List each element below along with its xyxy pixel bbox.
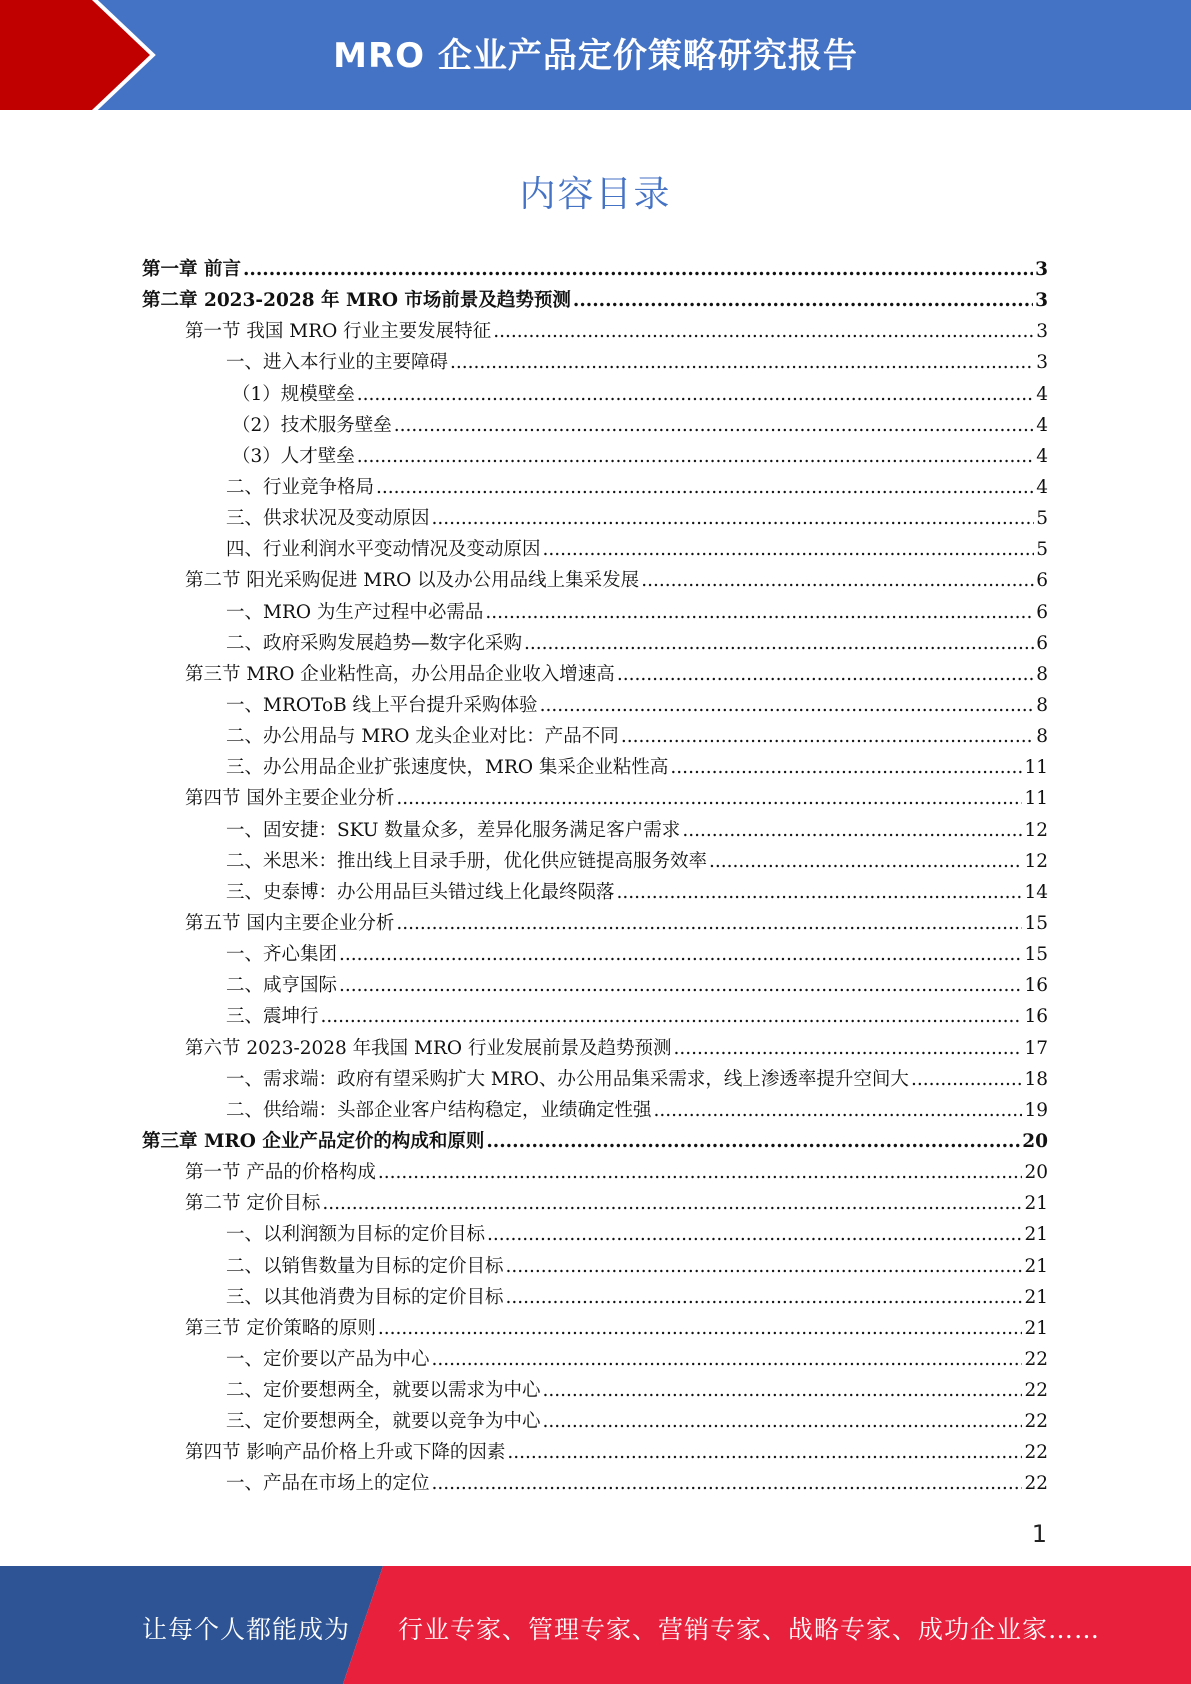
toc-entry-page: 5 (1036, 539, 1048, 561)
toc-dot-leader (243, 254, 1033, 285)
toc-entry-title: 二、以销售数量为目标的定价目标 (226, 1255, 504, 1277)
toc-entry[interactable] (142, 1375, 1048, 1406)
toc-entry-page: 4 (1036, 383, 1048, 405)
toc-dot-leader (543, 534, 1035, 565)
toc-entry-page: 15 (1024, 912, 1048, 934)
toc-dot-leader (682, 815, 1022, 846)
toc-entry-page: 20 (1024, 1162, 1048, 1184)
toc-entry-title: 第一节 产品的价格构成 (185, 1162, 376, 1184)
toc-entry[interactable] (142, 1001, 1048, 1032)
toc-dot-leader (493, 316, 1034, 347)
toc-dot-leader (321, 1001, 1023, 1032)
toc-entry-title: 三、定价要想两全，就要以竞争为中心 (226, 1411, 541, 1433)
toc-entry-page: 18 (1024, 1068, 1048, 1090)
toc-entry[interactable] (142, 659, 1048, 690)
toc-entry-title: 二、米思米：推出线上目录手册，优化供应链提高服务效率 (226, 850, 708, 872)
toc-entry-title: 第三节 定价策略的原则 (185, 1317, 376, 1339)
toc-dot-leader (524, 628, 1034, 659)
toc-entry-page: 11 (1024, 757, 1048, 779)
footer-banner (0, 1566, 1191, 1684)
toc-entry-page: 21 (1024, 1255, 1048, 1277)
toc-entry-title: 一、定价要以产品为中心 (226, 1348, 430, 1370)
toc-dot-leader (670, 752, 1022, 783)
toc-entry-page: 21 (1024, 1317, 1048, 1339)
toc-entry-title: 二、政府采购发展趋势—数字化采购 (226, 632, 523, 654)
toc-dot-leader (376, 472, 1034, 503)
toc-entry-page: 6 (1036, 601, 1048, 623)
toc-entry[interactable] (142, 1468, 1048, 1499)
toc-entry-title: 二、定价要想两全，就要以需求为中心 (226, 1380, 541, 1402)
toc-entry-title: 第二节 定价目标 (185, 1193, 321, 1215)
toc-dot-leader (485, 597, 1034, 628)
toc-entry-title: 一、需求端：政府有望采购扩大 MRO、办公用品集采需求，线上渗透率提升空间大 (226, 1068, 909, 1090)
page-number: 1 (1031, 1520, 1047, 1548)
toc-entry-title: （3）人才壁垒 (232, 445, 355, 467)
toc-dot-leader (339, 939, 1022, 970)
toc-entry[interactable] (142, 1406, 1048, 1437)
toc-entry-title: （2）技术服务壁垒 (232, 414, 392, 436)
toc-entry-title: 第三节 MRO 企业粘性高，办公用品企业收入增速高 (185, 663, 615, 685)
toc-dot-leader (673, 1033, 1022, 1064)
toc-entry-title: 第二章 2023-2028 年 MRO 市场前景及趋势预测 (142, 290, 571, 312)
toc-entry-page: 8 (1036, 663, 1048, 685)
toc-entry-title: 二、办公用品与 MRO 龙头企业对比：产品不同 (226, 726, 619, 748)
toc-entry-page: 20 (1022, 1130, 1048, 1152)
toc-entry[interactable] (142, 1095, 1048, 1126)
toc-entry[interactable] (142, 721, 1048, 752)
toc-entry[interactable] (142, 1064, 1048, 1095)
toc-entry[interactable] (142, 846, 1048, 877)
toc-dot-leader (357, 379, 1034, 410)
toc-entry[interactable] (142, 534, 1048, 565)
toc-entry-title: 第六节 2023-2028 年我国 MRO 行业发展前景及趋势预测 (185, 1037, 672, 1059)
toc-dot-leader (357, 441, 1034, 472)
toc-entry-page: 22 (1024, 1411, 1048, 1433)
toc-entry[interactable] (142, 1282, 1048, 1313)
toc-dot-leader (617, 877, 1023, 908)
toc-dot-leader (543, 1406, 1023, 1437)
toc-entry[interactable] (142, 441, 1048, 472)
toc-dot-leader (506, 1251, 1023, 1282)
toc-entry[interactable] (142, 1157, 1048, 1188)
toc-entry-title: 第五节 国内主要企业分析 (185, 912, 395, 934)
toc-entry[interactable] (142, 347, 1048, 378)
toc-entry-title: 一、齐心集团 (226, 944, 338, 966)
toc-dot-leader (339, 970, 1022, 1001)
toc-entry-page: 4 (1036, 476, 1048, 498)
toc-dot-leader (450, 347, 1034, 378)
toc-entry-page: 12 (1024, 850, 1048, 872)
toc-entry[interactable] (142, 316, 1048, 347)
toc-entry-page: 6 (1036, 570, 1048, 592)
toc-entry-title: 三、以其他消费为目标的定价目标 (226, 1286, 504, 1308)
report-title: MRO 企业产品定价策略研究报告 (333, 36, 858, 76)
toc-entry[interactable] (142, 783, 1048, 814)
toc-heading: 内容目录 (519, 174, 672, 215)
toc-entry-title: （1）规模壁垒 (232, 383, 355, 405)
toc-entry-page: 4 (1036, 414, 1048, 436)
toc-entry-title: 二、咸亨国际 (226, 975, 338, 997)
toc-dot-leader (621, 721, 1034, 752)
toc-entry-title: 三、供求状况及变动原因 (226, 508, 430, 530)
toc-entry-page: 22 (1024, 1442, 1048, 1464)
toc-entry-page: 21 (1024, 1224, 1048, 1246)
toc-entry[interactable] (142, 597, 1048, 628)
toc-entry-title: 四、行业利润水平变动情况及变动原因 (226, 539, 541, 561)
footer-slogan-left: 让每个人都能成为 (142, 1615, 351, 1644)
toc-entry-page: 3 (1035, 259, 1048, 280)
toc-dot-leader (506, 1282, 1023, 1313)
toc-dot-leader (709, 846, 1022, 877)
toc-entry[interactable] (142, 939, 1048, 970)
toc-entry[interactable] (142, 472, 1048, 503)
toc-entry[interactable] (142, 1437, 1048, 1468)
toc-entry-page: 22 (1024, 1380, 1048, 1402)
toc-dot-leader (573, 285, 1033, 316)
toc-entry[interactable] (142, 815, 1048, 846)
toc-entry[interactable] (142, 1126, 1048, 1157)
header-banner (0, 0, 1191, 110)
toc-entry-title: 二、行业竞争格局 (226, 476, 375, 498)
toc-entry-page: 19 (1024, 1099, 1048, 1121)
toc-entry-page: 17 (1024, 1037, 1048, 1059)
toc-entry-page: 6 (1036, 632, 1048, 654)
toc-entry[interactable] (142, 1251, 1048, 1282)
toc-dot-leader (432, 1344, 1023, 1375)
toc-entry[interactable] (142, 877, 1048, 908)
toc-entry-page: 11 (1024, 788, 1048, 810)
toc-dot-leader (432, 503, 1035, 534)
toc-dot-leader (394, 410, 1034, 441)
toc-dot-leader (378, 1313, 1023, 1344)
toc-entry-page: 3 (1036, 352, 1048, 374)
toc-dot-leader (487, 1219, 1022, 1250)
toc-entry-title: 一、MRO 为生产过程中必需品 (226, 601, 484, 623)
toc-entry-title: 第一章 前言 (142, 259, 241, 280)
toc-entry-page: 16 (1024, 975, 1048, 997)
toc-entry-page: 3 (1036, 321, 1048, 343)
toc-entry[interactable] (142, 254, 1048, 285)
toc-entry-title: 第四节 影响产品价格上升或下降的因素 (185, 1442, 506, 1464)
toc-entry-page: 4 (1036, 445, 1048, 467)
toc-entry[interactable] (142, 565, 1048, 596)
toc-entry-page: 8 (1036, 726, 1048, 748)
toc-entry-title: 一、进入本行业的主要障碍 (226, 352, 449, 374)
toc-entry[interactable] (142, 379, 1048, 410)
footer-slogan-right: 行业专家、管理专家、营销专家、战略专家、成功企业家…… (398, 1615, 1101, 1644)
toc-entry-title: 第一节 我国 MRO 行业主要发展特征 (185, 321, 492, 343)
toc-entry[interactable] (142, 908, 1048, 939)
toc-dot-leader (396, 783, 1022, 814)
toc-entry[interactable] (142, 503, 1048, 534)
toc-entry-title: 一、以利润额为目标的定价目标 (226, 1224, 486, 1246)
toc-entry[interactable] (142, 628, 1048, 659)
toc-entry-page: 5 (1036, 508, 1048, 530)
toc-dot-leader (540, 690, 1035, 721)
toc-dot-leader (432, 1468, 1023, 1499)
toc-dot-leader (654, 1095, 1023, 1126)
toc-dot-leader (486, 1126, 1020, 1157)
toc-entry[interactable] (142, 1344, 1048, 1375)
toc-entry-title: 三、办公用品企业扩张速度快，MRO 集采企业粘性高 (226, 757, 669, 779)
toc-dot-leader (396, 908, 1022, 939)
toc-entry-title: 三、震坤行 (226, 1006, 319, 1028)
toc-entry-title: 一、MROToB 线上平台提升采购体验 (226, 694, 538, 716)
toc-dot-leader (641, 565, 1034, 596)
toc-entry[interactable] (142, 1219, 1048, 1250)
toc-entry-title: 第三章 MRO 企业产品定价的构成和原则 (142, 1130, 485, 1152)
toc-dot-leader (617, 659, 1034, 690)
toc-dot-leader (543, 1375, 1023, 1406)
toc-entry-page: 21 (1024, 1286, 1048, 1308)
toc-entry-title: 第四节 国外主要企业分析 (185, 788, 395, 810)
toc-dot-leader (507, 1437, 1022, 1468)
toc-entry-page: 8 (1036, 694, 1048, 716)
toc-entry[interactable] (142, 752, 1048, 783)
toc-entry-page: 14 (1024, 881, 1048, 903)
toc-entry[interactable] (142, 1033, 1048, 1064)
toc-entry[interactable] (142, 1188, 1048, 1219)
toc-entry-page: 22 (1024, 1473, 1048, 1495)
toc-entry[interactable] (142, 690, 1048, 721)
toc-entry-page: 3 (1035, 290, 1048, 312)
table-of-contents (142, 254, 1048, 1500)
toc-dot-leader (322, 1188, 1022, 1219)
toc-dot-leader (911, 1064, 1023, 1095)
toc-entry[interactable] (142, 285, 1048, 316)
toc-entry-title: 一、固安捷：SKU 数量众多，差异化服务满足客户需求 (226, 819, 681, 841)
toc-entry[interactable] (142, 970, 1048, 1001)
toc-entry-title: 一、产品在市场上的定位 (226, 1473, 430, 1495)
toc-entry-page: 21 (1024, 1193, 1048, 1215)
toc-entry[interactable] (142, 1313, 1048, 1344)
toc-entry-title: 第二节 阳光采购促进 MRO 以及办公用品线上集采发展 (185, 570, 640, 592)
toc-entry-title: 二、供给端：头部企业客户结构稳定，业绩确定性强 (226, 1099, 652, 1121)
toc-entry-title: 三、史泰博：办公用品巨头错过线上化最终陨落 (226, 881, 615, 903)
toc-entry-page: 12 (1024, 819, 1048, 841)
toc-entry-page: 15 (1024, 944, 1048, 966)
toc-entry-page: 16 (1024, 1006, 1048, 1028)
toc-dot-leader (378, 1157, 1023, 1188)
toc-entry[interactable] (142, 410, 1048, 441)
toc-entry-page: 22 (1024, 1348, 1048, 1370)
